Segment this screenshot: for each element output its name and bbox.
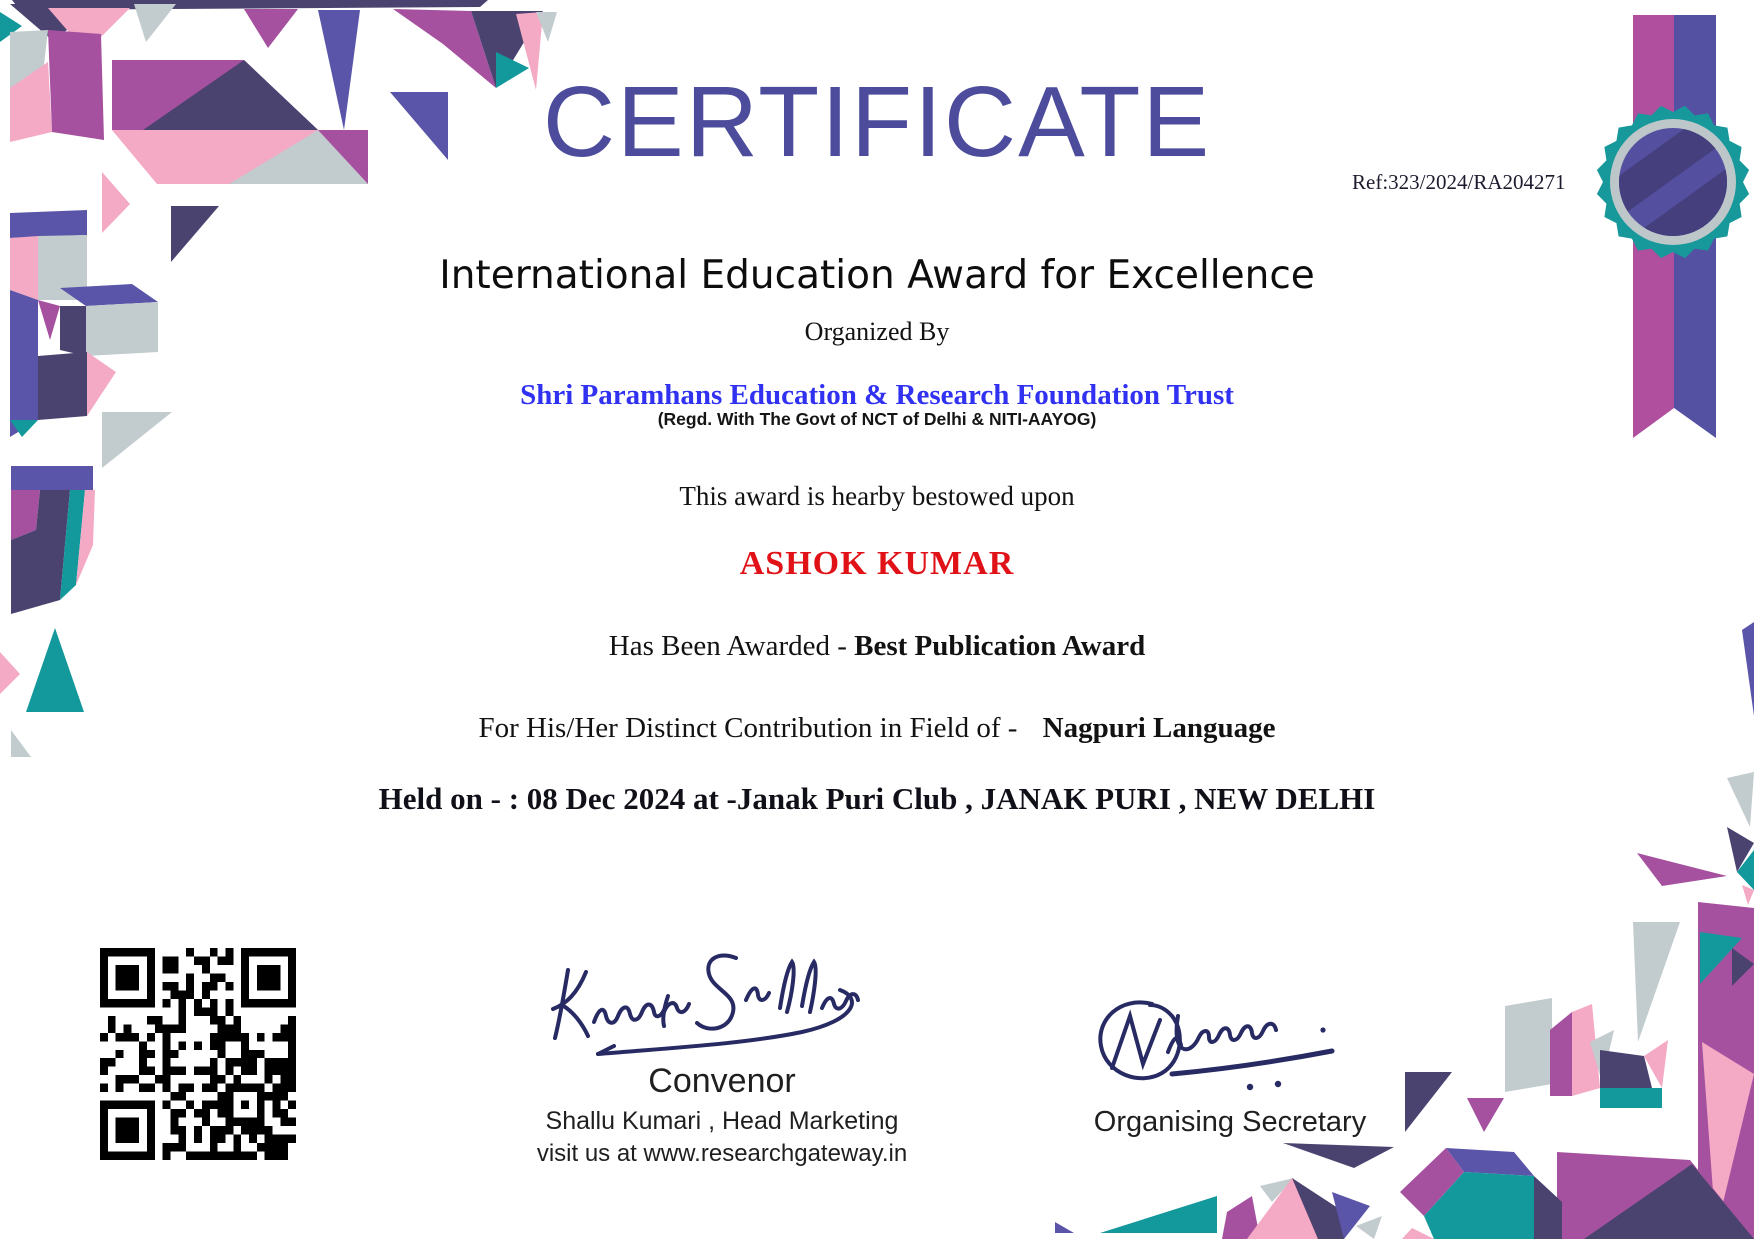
field-line: [0, 714, 1754, 743]
convenor-signature: [540, 948, 920, 1078]
organising-secretary-signature: [1080, 988, 1370, 1108]
reference-number: Ref:323/2024/RA204271: [1352, 170, 1566, 194]
recipient-name: ASHOK KUMAR: [739, 545, 1015, 582]
event-line: Held on - : 08 Dec 2024 at -Janak Puri Club , JANAK PURI , NEW DELHI: [378, 781, 1376, 816]
organization-registration: (Regd. With The Govt of NCT of Delhi & NITI-AAYOG): [657, 409, 1097, 429]
organized-by-label: Organized By: [804, 317, 950, 346]
award-name: Best Publication Award: [854, 630, 1146, 662]
organising-secretary-block: [1030, 1108, 1430, 1137]
awarded-prefix: Has Been Awarded -: [608, 630, 855, 662]
bestowed-line: This award is hearby bestowed upon: [679, 481, 1075, 511]
award-title: International Education Award for Excellence: [439, 253, 1315, 298]
convenor-name-line: Shallu Kumari , Head Marketing: [545, 1107, 899, 1135]
convenor-block: [512, 1064, 932, 1166]
organising-secretary-role-label: Organising Secretary: [1093, 1106, 1367, 1138]
convenor-role-label: Convenor: [648, 1062, 796, 1100]
qr-code: [100, 948, 296, 1160]
convenor-website-line: visit us at www.researchgateway.in: [536, 1140, 908, 1167]
decor-right-edge: [1637, 622, 1754, 905]
certificate-title: CERTIFICATE: [542, 66, 1212, 178]
organization-name: Shri Paramhans Education & Research Foundation Trust: [520, 379, 1234, 411]
field-name: Nagpuri Language: [1042, 712, 1276, 744]
awarded-line: [0, 632, 1754, 661]
field-prefix: For His/Her Distinct Contribution in Field of -: [478, 712, 1025, 744]
